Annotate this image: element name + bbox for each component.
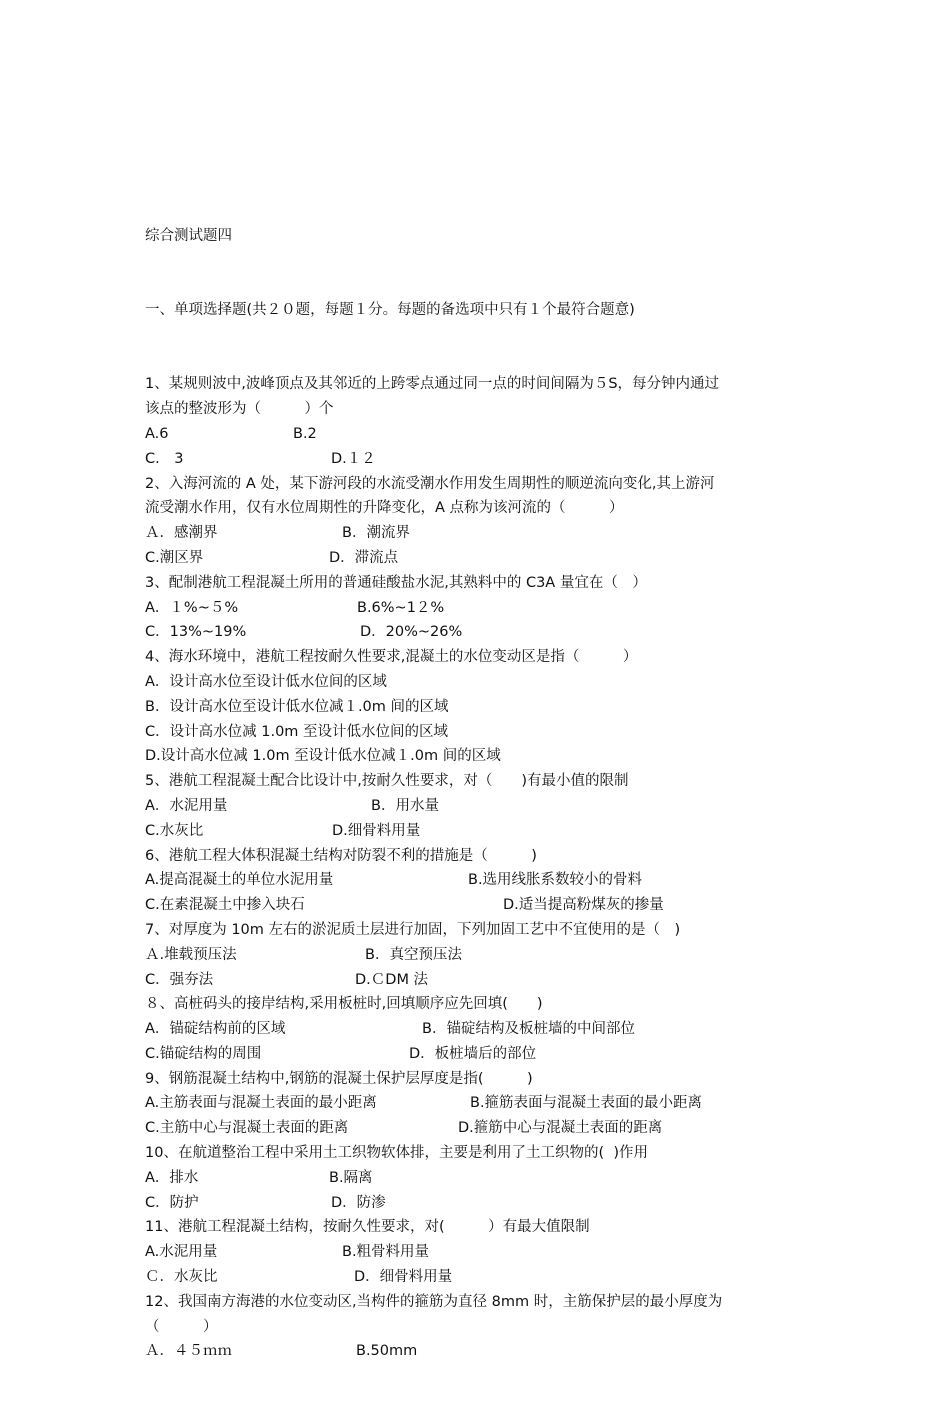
- answer-option: Ｃ．水灰比: [145, 1269, 218, 1286]
- question: [145, 992, 825, 1066]
- answer-option: C．13%~19%: [145, 624, 247, 641]
- answer-option: C．设计高水位减 1.0m 至设计低水位间的区域: [145, 723, 449, 740]
- answer-option: D．20%~26%: [360, 624, 463, 641]
- document-body: [145, 174, 825, 1414]
- answer-option: Ａ．４５ｍｍ: [145, 1343, 232, 1360]
- answer-option: B.选用线胀系数较小的骨料: [468, 872, 643, 889]
- answer-option: D.适当提高粉煤灰的掺量: [503, 897, 664, 914]
- answer-option: D.ＣDM 法: [355, 971, 429, 988]
- answer-option: A.水泥用量: [145, 1244, 218, 1261]
- option-row: [145, 447, 825, 472]
- option-row: [145, 1191, 825, 1216]
- option-row: [145, 868, 825, 893]
- answer-option: C.潮区界: [145, 549, 204, 566]
- question: [145, 1141, 825, 1215]
- answer-option: D．细骨料用量: [354, 1269, 453, 1286]
- answer-option: B.6%~1２%: [357, 599, 445, 616]
- question-stem: 流受潮水作用，仅有水位周期性的升降变化，A 点称为该河流的（ ）: [145, 500, 624, 517]
- option-row: [145, 521, 825, 546]
- question: [145, 1215, 825, 1289]
- question: [145, 918, 825, 992]
- option-row: [145, 720, 825, 745]
- answer-option: D.设计高水位减 1.0m 至设计低水位减１.0m 间的区域: [145, 748, 501, 765]
- answer-option: A.提高混凝土的单位水泥用量: [145, 872, 334, 889]
- answer-option: D.１２: [331, 450, 376, 467]
- answer-option: B.箍筋表面与混凝土表面的最小距离: [470, 1095, 703, 1112]
- option-row: [145, 1091, 825, 1116]
- option-row: [145, 744, 825, 769]
- answer-option: C．防护: [145, 1194, 199, 1211]
- answer-option: D.箍筋中心与混凝土表面的距离: [458, 1120, 663, 1137]
- answer-option: A．１%~５%: [145, 599, 239, 616]
- option-row: [145, 893, 825, 918]
- question-stem: 10、在航道整治工程中采用土工织物软体排，主要是利用了土工织物的( )作用: [145, 1145, 648, 1162]
- question-stem: 2、入海河流的 A 处，某下游河段的水流受潮水作用发生周期性的顺逆流向变化,其上游河: [145, 475, 715, 492]
- answer-option: B．锚碇结构及板桩墙的中间部位: [422, 1021, 635, 1038]
- answer-option: D．滞流点: [329, 549, 399, 566]
- answer-option: B.50mm: [356, 1343, 418, 1360]
- answer-option: A．水泥用量: [145, 797, 228, 814]
- question-stem: 3、配制港航工程混凝土所用的普通硅酸盐水泥,其熟料中的 C3A 量宜在（ ）: [145, 574, 647, 591]
- option-row: [145, 422, 825, 447]
- answer-option: B．潮流界: [342, 525, 410, 542]
- answer-option: C.主筋中心与混凝土表面的距离: [145, 1120, 349, 1137]
- option-row: [145, 1042, 825, 1067]
- answer-option: Ａ．感潮界: [145, 525, 218, 542]
- answer-option: A．设计高水位至设计低水位间的区域: [145, 673, 387, 690]
- answer-option: D．板桩墙后的部位: [409, 1045, 537, 1062]
- question: [145, 1067, 825, 1141]
- option-row: [145, 1265, 825, 1290]
- document-title: 综合测试题四: [145, 227, 232, 244]
- answer-option: D．防渗: [331, 1194, 386, 1211]
- question-stem: 7、对厚度为 10m 左右的淤泥质土层进行加固，下列加固工艺中不宜使用的是（ ): [145, 921, 681, 938]
- question-stem: 9、钢筋混凝土结构中,钢筋的混凝土保护层厚度是指( ): [145, 1070, 533, 1087]
- question: [145, 1290, 825, 1364]
- question-stem: 6、港航工程大体积混凝土结构对防裂不利的措施是（ ): [145, 847, 537, 864]
- question-stem: 12、我国南方海港的水位变动区,当构件的箍筋为直径 8mm 时，主筋保护层的最小厚度为: [145, 1293, 723, 1310]
- option-row: [145, 943, 825, 968]
- answer-option: B.2: [293, 425, 317, 442]
- question-stem: 11、港航工程混凝土结构，按耐久性要求，对( ）有最大值限制: [145, 1219, 590, 1236]
- question-stem: 1、某规则波中,波峰顶点及其邻近的上跨零点通过同一点的时间间隔为５S，每分钟内通过: [145, 376, 720, 393]
- option-row: [145, 819, 825, 844]
- answer-option: B．用水量: [371, 797, 439, 814]
- answer-option: D.细骨料用量: [332, 822, 421, 839]
- option-row: [145, 695, 825, 720]
- option-row: [145, 968, 825, 993]
- option-row: [145, 1166, 825, 1191]
- option-row: [145, 546, 825, 571]
- answer-option: A.主筋表面与混凝土表面的最小距离: [145, 1095, 377, 1112]
- question: [145, 769, 825, 843]
- section-heading: 一、单项选择题(共２０题，每题１分。每题的备选项中只有１个最符合题意): [145, 301, 635, 318]
- question: [145, 844, 825, 918]
- option-row: [145, 1116, 825, 1141]
- question: [145, 571, 825, 645]
- answer-option: A．排水: [145, 1169, 199, 1186]
- question: [145, 372, 825, 471]
- question-stem: 4、海水环境中，港航工程按耐久性要求,混凝土的水位变动区是指（ ）: [145, 649, 638, 666]
- answer-option: B．真空预压法: [365, 946, 462, 963]
- question: [145, 645, 825, 769]
- option-row: [145, 794, 825, 819]
- answer-option: A.6: [145, 425, 169, 442]
- answer-option: A．锚碇结构前的区域: [145, 1021, 286, 1038]
- option-row: [145, 620, 825, 645]
- option-row: [145, 670, 825, 695]
- answer-option: B．设计高水位至设计低水位减１.0m 间的区域: [145, 698, 449, 715]
- question-stem: ８、高桩码头的接岸结构,采用板桩时,回填顺序应先回填( ): [145, 996, 543, 1013]
- option-row: [145, 596, 825, 621]
- option-row: [145, 1240, 825, 1265]
- answer-option: C.水灰比: [145, 822, 204, 839]
- answer-option: B.粗骨料用量: [342, 1244, 430, 1261]
- option-row: [145, 1339, 825, 1364]
- answer-option: Ａ.堆载预压法: [145, 946, 237, 963]
- answer-option: C.锚碇结构的周围: [145, 1045, 262, 1062]
- option-row: [145, 1017, 825, 1042]
- answer-option: C. 3: [145, 450, 184, 467]
- answer-option: C．强夯法: [145, 971, 214, 988]
- answer-option: C.在素混凝土中掺入块石: [145, 897, 305, 914]
- answer-option: B.隔离: [329, 1169, 373, 1186]
- question-stem: 5、港航工程混凝土配合比设计中,按耐久性要求，对（ )有最小值的限制: [145, 773, 629, 790]
- question-stem: （ ）: [145, 1318, 218, 1335]
- question: [145, 472, 825, 571]
- question-list: [145, 372, 825, 1364]
- question-stem: 该点的整波形为（ ）个: [145, 401, 334, 418]
